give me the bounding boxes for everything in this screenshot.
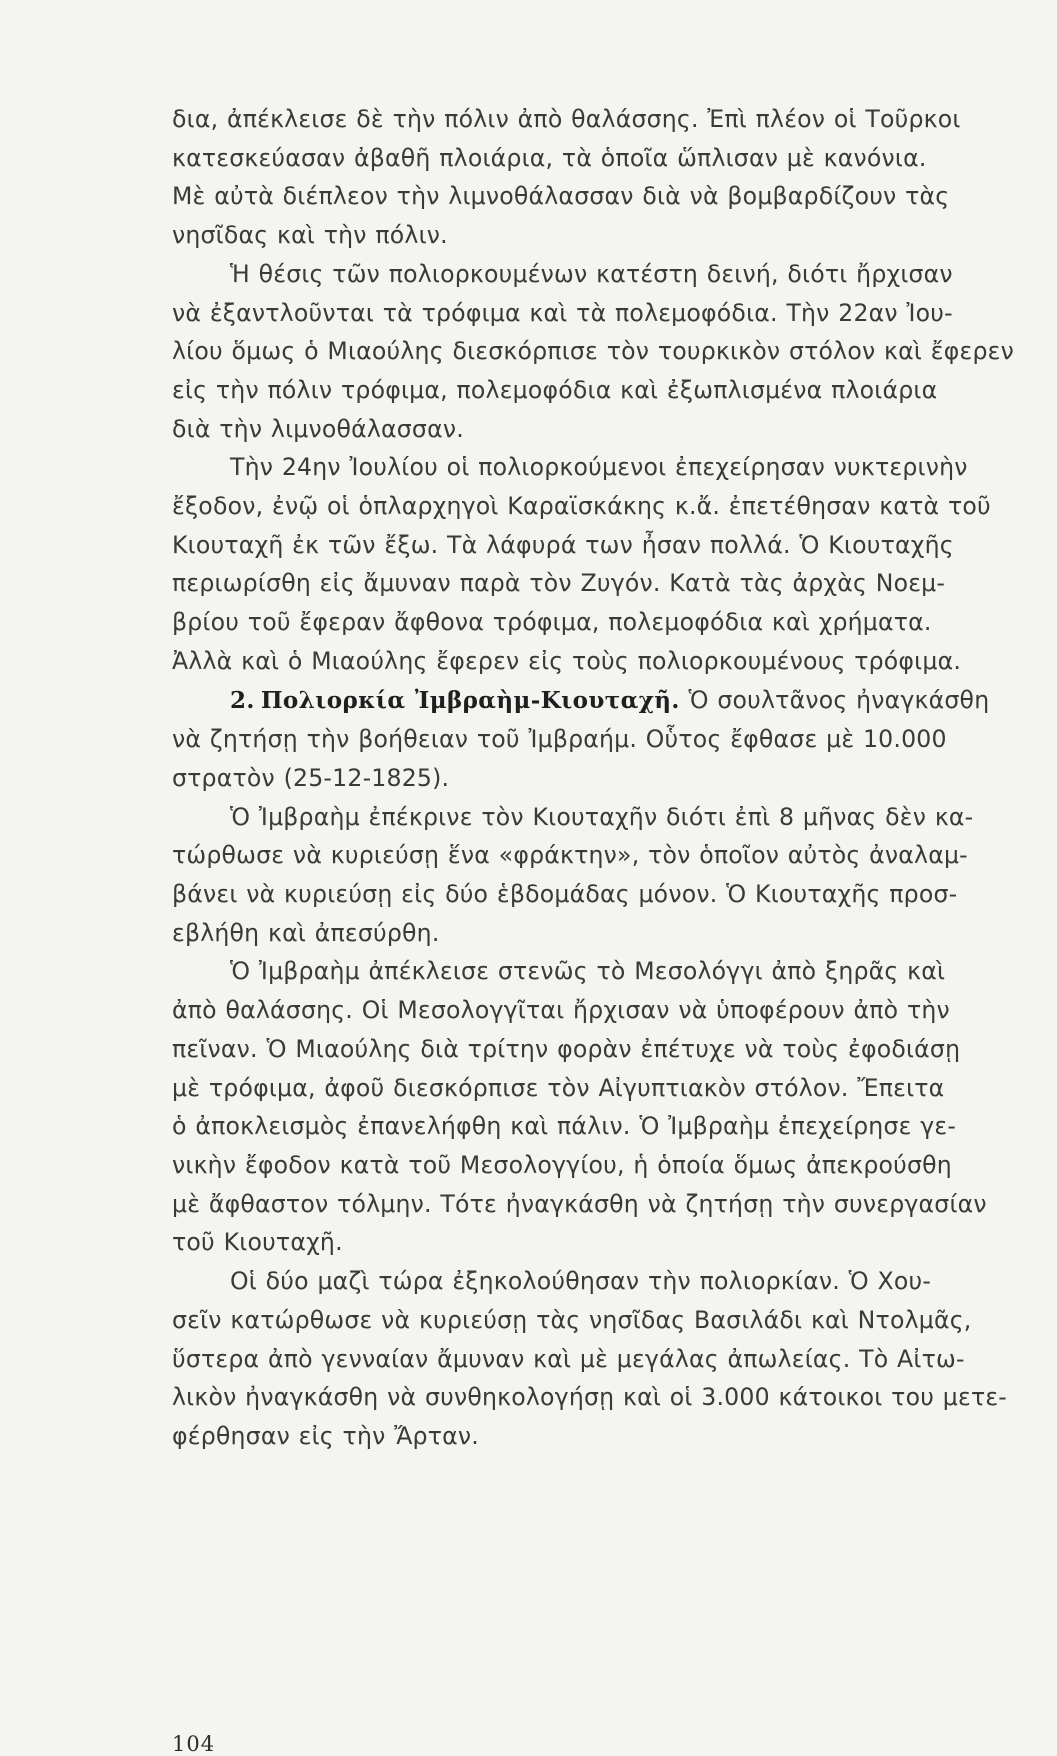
text-line: σεῖν κατώρθωσε νὰ κυριεύσῃ τὰς νησῖδας Βασιλάδι καὶ Ντολμᾶς,: [172, 1305, 972, 1334]
text-line: μὲ ἄφθαστον τόλμην. Τότε ἠναγκάσθη νὰ ζητήσῃ τὴν συνεργασίαν: [172, 1189, 987, 1218]
text-line: ἔξοδον, ἐνῷ οἱ ὁπλαρχηγοὶ Καραϊσκάκης κ.ἄ. ἐπετέθησαν κατὰ τοῦ: [172, 492, 991, 521]
text-line: νὰ ζητήσῃ τὴν βοήθειαν τοῦ Ἰμβραήμ. Οὗτος ἔφθασε μὲ 10.000: [172, 725, 947, 754]
paragraph-4: [172, 798, 1022, 953]
paragraph-3: [172, 448, 1022, 680]
text-line: ὕστερα ἀπὸ γενναίαν ἄμυναν καὶ μὲ μεγάλας ἀπωλείας. Τὸ Αἰτω-: [172, 1344, 965, 1373]
text-line: βρίου τοῦ ἔφεραν ἄφθονα τρόφιμα, πολεμοφόδια καὶ χρήματα.: [172, 608, 932, 637]
paragraph-1: [172, 100, 1022, 255]
text-line: Κιουταχῆ ἐκ τῶν ἔξω. Τὰ λάφυρά των ἦσαν πολλά. Ὁ Κιουταχῆς: [172, 530, 954, 559]
text-line: μὲ τρόφιμα, ἀφοῦ διεσκόρπισε τὸν Αἰγυπτιακὸν στόλον. Ἔπειτα: [172, 1073, 945, 1102]
text-line: Ἀλλὰ καὶ ὁ Μιαούλης ἔφερεν εἰς τοὺς πολιορκουμένους τρόφιμα.: [172, 646, 962, 675]
text-line: τώρθωσε νὰ κυριεύσῃ ἕνα «φράκτην», τὸν ὁποῖον αὐτὸς ἀναλαμ-: [172, 841, 968, 870]
text-line: διὰ τὴν λιμνοθάλασσαν.: [172, 414, 464, 443]
text-line: βάνει νὰ κυριεύσῃ εἰς δύο ἑβδομάδας μόνον. Ὁ Κιουταχῆς προσ-: [172, 880, 958, 909]
text-line: πεῖναν. Ὁ Μιαούλης διὰ τρίτην φορὰν ἐπέτυχε νὰ τοὺς ἐφοδιάσῃ: [172, 1034, 961, 1063]
text-line: ὁ ἀποκλεισμὸς ἐπανελήφθη καὶ πάλιν. Ὁ Ἰμβραὴμ ἐπεχείρησε γε-: [172, 1112, 957, 1141]
section-title: Πολιορκία Ἰμβραὴμ-Κιουταχῆ.: [260, 686, 680, 714]
text-line: νικὴν ἔφοδον κατὰ τοῦ Μεσολογγίου, ἡ ὁποία ὅμως ἀπεκρούσθη: [172, 1150, 952, 1179]
section-heading-line: [172, 681, 1022, 721]
section-2: [172, 681, 1022, 798]
text-line: νησῖδας καὶ τὴν πόλιν.: [172, 221, 448, 250]
text-line: ἀπὸ θαλάσσης. Οἱ Μεσολογγῖται ἤρχισαν νὰ ὑποφέρουν ἀπὸ τὴν: [172, 996, 950, 1025]
text-line: στρατὸν (25-12-1825).: [172, 763, 450, 792]
text-line: εβλήθη καὶ ἀπεσύρθη.: [172, 918, 440, 947]
text-line: περιωρίσθη εἰς ἄμυναν παρὰ τὸν Ζυγόν. Κατὰ τὰς ἀρχὰς Νοεμ-: [172, 569, 946, 598]
text-line: φέρθησαν εἰς τὴν Ἄρταν.: [172, 1421, 479, 1450]
section-number: 2.: [230, 686, 255, 714]
text-line: λίου ὅμως ὁ Μιαούλης διεσκόρπισε τὸν τουρκικὸν στόλον καὶ ἔφερεν: [172, 337, 1014, 366]
paragraph-2: [172, 255, 1022, 449]
text-line: τοῦ Κιουταχῆ.: [172, 1228, 343, 1257]
book-page: [172, 100, 1022, 1480]
text-line: λικὸν ἠναγκάσθη νὰ συνθηκολογήσῃ καὶ οἱ 3.000 κάτοικοι του μετε-: [172, 1383, 1008, 1412]
paragraph-5: [172, 952, 1022, 1262]
text-line: Ὁ Ἰμβραὴμ ἀπέκλεισε στενῶς τὸ Μεσολόγγι ἀπὸ ξηρᾶς καὶ: [230, 957, 946, 986]
text-line: Ὁ Ἰμβραὴμ ἐπέκρινε τὸν Κιουταχῆν διότι ἐπὶ 8 μῆνας δὲν κα-: [230, 802, 974, 831]
text-line: εἰς τὴν πόλιν τρόφιμα, πολεμοφόδια καὶ ἐξωπλισμένα πλοιάρια: [172, 375, 938, 404]
text-line: Ὁ σουλτᾶνος ἠναγκάσθη: [688, 685, 990, 714]
text-line: νὰ ἐξαντλοῦνται τὰ τρόφιμα καὶ τὰ πολεμοφόδια. Τὴν 22αν Ἰου-: [172, 298, 953, 327]
text-line: κατεσκεύασαν ἀβαθῆ πλοιάρια, τὰ ὁποῖα ὥπλισαν μὲ κανόνια.: [172, 143, 927, 172]
text-line: δια, ἀπέκλεισε δὲ τὴν πόλιν ἀπὸ θαλάσσης. Ἐπὶ πλέον οἱ Τοῦρκοι: [172, 105, 961, 133]
text-line: Τὴν 24ην Ἰουλίου οἱ πολιορκούμενοι ἐπεχείρησαν νυκτερινὴν: [230, 453, 968, 482]
text-line: Οἱ δύο μαζὶ τώρα ἐξηκολούθησαν τὴν πολιορκίαν. Ὁ Χου-: [230, 1267, 932, 1296]
text-line: Μὲ αὐτὰ διέπλεον τὴν λιμνοθάλασσαν διὰ νὰ βομβαρδίζουν τὰς: [172, 182, 950, 211]
page-number: 104: [172, 1732, 216, 1756]
text-line: Ἡ θέσις τῶν πολιορκουμένων κατέστη δεινή, διότι ἤρχισαν: [230, 259, 953, 288]
paragraph-6: [172, 1262, 1022, 1456]
